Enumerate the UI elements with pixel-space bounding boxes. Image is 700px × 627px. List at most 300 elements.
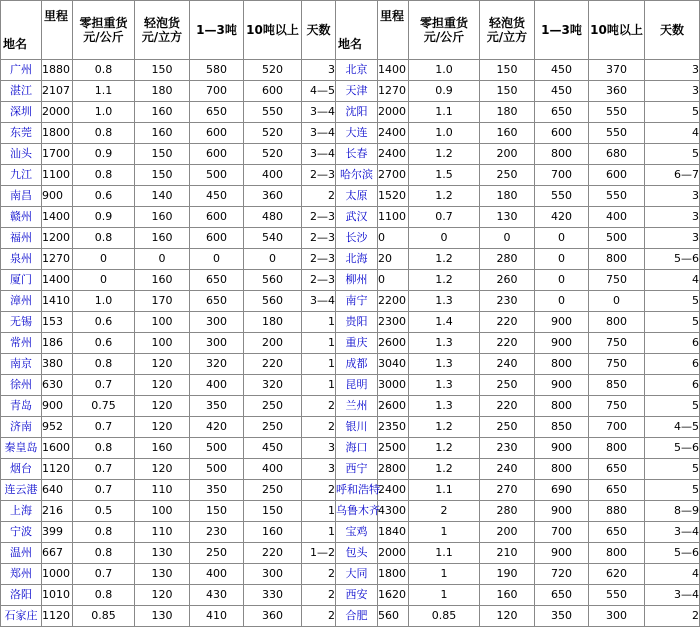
right-mileage-cell: 2000	[378, 543, 409, 564]
right-mileage-cell: 2350	[378, 417, 409, 438]
right-city-link[interactable]: 贵阳	[336, 312, 378, 333]
left-heavy-rate-cell: 0.8	[73, 123, 135, 144]
header-heavy-line2: 元/公斤	[83, 30, 124, 44]
left-city-link[interactable]: 漳州	[1, 291, 42, 312]
right-light-rate-cell: 240	[480, 459, 535, 480]
right-days-cell: 6	[645, 333, 700, 354]
left-city-link[interactable]: 深圳	[1, 102, 42, 123]
left-heavy-rate-cell: 0.7	[73, 480, 135, 501]
left-days-cell: 1—2	[302, 543, 336, 564]
right-light-rate-cell: 150	[480, 81, 535, 102]
left-mileage-cell: 1120	[42, 459, 73, 480]
right-light-rate-cell: 280	[480, 249, 535, 270]
left-days-cell: 2	[302, 186, 336, 207]
right-city-link[interactable]: 乌鲁木齐	[336, 501, 378, 522]
right-rate-10-ton-cell: 650	[589, 522, 645, 543]
right-heavy-rate-cell: 1.3	[409, 396, 480, 417]
left-rate-10-ton-cell: 250	[244, 480, 302, 501]
header-region-right: 地名	[336, 1, 378, 60]
left-mileage-cell: 1400	[42, 207, 73, 228]
right-light-rate-cell: 250	[480, 417, 535, 438]
right-city-link[interactable]: 重庆	[336, 333, 378, 354]
left-heavy-rate-cell: 0.8	[73, 60, 135, 81]
left-rate-1-3-ton-cell: 700	[190, 81, 244, 102]
right-mileage-cell: 3000	[378, 375, 409, 396]
right-city-link[interactable]: 北京	[336, 60, 378, 81]
header-mileage: 里程	[42, 1, 73, 60]
right-light-rate-cell: 180	[480, 186, 535, 207]
right-light-rate-cell: 250	[480, 165, 535, 186]
left-light-rate-cell: 120	[135, 585, 190, 606]
left-mileage-cell: 1200	[42, 228, 73, 249]
right-heavy-rate-cell: 0.9	[409, 81, 480, 102]
left-days-cell: 1	[302, 333, 336, 354]
left-mileage-cell: 640	[42, 480, 73, 501]
left-rate-10-ton-cell: 0	[244, 249, 302, 270]
left-mileage-cell: 1000	[42, 564, 73, 585]
right-city-link[interactable]: 长沙	[336, 228, 378, 249]
right-city-link[interactable]: 武汉	[336, 207, 378, 228]
left-mileage-cell: 1270	[42, 249, 73, 270]
left-heavy-rate-cell: 0.8	[73, 165, 135, 186]
left-days-cell: 3—4	[302, 144, 336, 165]
right-days-cell: 5	[645, 396, 700, 417]
table-row	[1, 186, 700, 207]
left-heavy-rate-cell: 0.7	[73, 459, 135, 480]
left-days-cell: 1	[302, 501, 336, 522]
left-heavy-rate-cell: 0.6	[73, 333, 135, 354]
left-heavy-rate-cell: 0.9	[73, 144, 135, 165]
right-city-link[interactable]: 合肥	[336, 606, 378, 627]
left-rate-10-ton-cell: 540	[244, 228, 302, 249]
left-days-cell: 2—3	[302, 270, 336, 291]
left-city-link[interactable]: 厦门	[1, 270, 42, 291]
left-heavy-rate-cell: 0.8	[73, 543, 135, 564]
right-days-cell: 5	[645, 480, 700, 501]
right-days-cell: 2	[645, 606, 700, 627]
left-days-cell: 3—4	[302, 123, 336, 144]
left-rate-1-3-ton-cell: 650	[190, 102, 244, 123]
left-light-rate-cell: 110	[135, 522, 190, 543]
table-row	[1, 291, 700, 312]
right-heavy-rate-cell: 0	[409, 228, 480, 249]
left-light-rate-cell: 160	[135, 123, 190, 144]
left-heavy-rate-cell: 0.8	[73, 438, 135, 459]
left-city-link[interactable]: 徐州	[1, 375, 42, 396]
left-mileage-cell: 952	[42, 417, 73, 438]
header-mileage-right: 里程	[378, 1, 409, 60]
left-heavy-rate-cell: 0.6	[73, 312, 135, 333]
left-light-rate-cell: 100	[135, 312, 190, 333]
table-row	[1, 354, 700, 375]
right-light-rate-cell: 210	[480, 543, 535, 564]
right-light-rate-cell: 200	[480, 144, 535, 165]
left-heavy-rate-cell: 0.8	[73, 228, 135, 249]
left-rate-10-ton-cell: 520	[244, 123, 302, 144]
header-10-ton: 10吨以上	[244, 1, 302, 60]
left-days-cell: 3—4	[302, 291, 336, 312]
right-rate-10-ton-cell: 800	[589, 312, 645, 333]
table-row	[1, 606, 700, 627]
right-heavy-rate-cell: 1.1	[409, 102, 480, 123]
left-light-rate-cell: 120	[135, 417, 190, 438]
left-city-link[interactable]: 汕头	[1, 144, 42, 165]
left-rate-1-3-ton-cell: 0	[190, 249, 244, 270]
right-rate-10-ton-cell: 750	[589, 396, 645, 417]
left-city-link[interactable]: 连云港	[1, 480, 42, 501]
left-city-link[interactable]: 泉州	[1, 249, 42, 270]
right-city-link[interactable]: 昆明	[336, 375, 378, 396]
right-mileage-cell: 1620	[378, 585, 409, 606]
right-heavy-rate-cell: 1.2	[409, 417, 480, 438]
left-days-cell: 3	[302, 60, 336, 81]
right-rate-1-3-ton-cell: 600	[535, 123, 589, 144]
left-heavy-rate-cell: 0.8	[73, 585, 135, 606]
left-light-rate-cell: 120	[135, 354, 190, 375]
right-heavy-rate-cell: 2	[409, 501, 480, 522]
right-rate-1-3-ton-cell: 800	[535, 459, 589, 480]
table-row	[1, 270, 700, 291]
right-heavy-rate-cell: 1	[409, 522, 480, 543]
left-rate-10-ton-cell: 220	[244, 354, 302, 375]
right-city-link[interactable]: 呼和浩特	[336, 480, 378, 501]
right-rate-1-3-ton-cell: 0	[535, 270, 589, 291]
left-rate-1-3-ton-cell: 300	[190, 312, 244, 333]
left-mileage-cell: 900	[42, 396, 73, 417]
left-city-link[interactable]: 常州	[1, 333, 42, 354]
right-days-cell: 5	[645, 459, 700, 480]
right-mileage-cell: 2600	[378, 333, 409, 354]
left-city-link[interactable]: 南昌	[1, 186, 42, 207]
right-city-link[interactable]: 海口	[336, 438, 378, 459]
right-days-cell: 4	[645, 564, 700, 585]
left-mileage-cell: 1800	[42, 123, 73, 144]
header-heavy-line2-right: 元/公斤	[423, 30, 465, 44]
right-days-cell: 6	[645, 354, 700, 375]
right-city-link[interactable]: 哈尔滨	[336, 165, 378, 186]
right-days-cell: 3	[645, 81, 700, 102]
right-heavy-rate-cell: 1.1	[409, 543, 480, 564]
left-rate-1-3-ton-cell: 400	[190, 564, 244, 585]
right-heavy-rate-cell: 0.7	[409, 207, 480, 228]
left-city-link[interactable]: 九江	[1, 165, 42, 186]
right-heavy-rate-cell: 1	[409, 564, 480, 585]
left-light-rate-cell: 160	[135, 438, 190, 459]
right-city-link[interactable]: 长春	[336, 144, 378, 165]
left-city-link[interactable]: 湛江	[1, 81, 42, 102]
left-days-cell: 1	[302, 354, 336, 375]
right-city-link[interactable]: 西安	[336, 585, 378, 606]
left-days-cell: 1	[302, 522, 336, 543]
left-days-cell: 2	[302, 480, 336, 501]
left-mileage-cell: 1410	[42, 291, 73, 312]
right-light-rate-cell: 150	[480, 60, 535, 81]
left-rate-10-ton-cell: 220	[244, 543, 302, 564]
left-mileage-cell: 216	[42, 501, 73, 522]
right-light-rate-cell: 120	[480, 606, 535, 627]
header-light-line1: 轻泡货	[143, 16, 180, 30]
left-city-link[interactable]: 南京	[1, 354, 42, 375]
right-heavy-rate-cell: 1.1	[409, 480, 480, 501]
right-rate-1-3-ton-cell: 720	[535, 564, 589, 585]
left-city-link[interactable]: 上海	[1, 501, 42, 522]
right-rate-10-ton-cell: 620	[589, 564, 645, 585]
right-light-rate-cell: 280	[480, 501, 535, 522]
header-region: 地名	[1, 1, 42, 60]
left-rate-10-ton-cell: 250	[244, 417, 302, 438]
table-row	[1, 501, 700, 522]
left-city-link[interactable]: 青岛	[1, 396, 42, 417]
header-light-line2: 元/立方	[141, 30, 183, 44]
right-rate-1-3-ton-cell: 350	[535, 606, 589, 627]
left-rate-10-ton-cell: 320	[244, 375, 302, 396]
header-heavy-cargo	[73, 1, 135, 60]
right-rate-1-3-ton-cell: 900	[535, 333, 589, 354]
left-rate-10-ton-cell: 520	[244, 144, 302, 165]
left-heavy-rate-cell: 0.5	[73, 501, 135, 522]
right-days-cell: 4	[645, 123, 700, 144]
right-rate-1-3-ton-cell: 0	[535, 249, 589, 270]
right-mileage-cell: 4300	[378, 501, 409, 522]
left-rate-1-3-ton-cell: 600	[190, 123, 244, 144]
right-heavy-rate-cell: 1.0	[409, 123, 480, 144]
left-rate-10-ton-cell: 250	[244, 396, 302, 417]
table-row	[1, 249, 700, 270]
table-row	[1, 564, 700, 585]
right-mileage-cell: 3040	[378, 354, 409, 375]
left-light-rate-cell: 160	[135, 207, 190, 228]
right-days-cell: 6	[645, 375, 700, 396]
right-rate-10-ton-cell: 300	[589, 606, 645, 627]
left-city-link[interactable]: 洛阳	[1, 585, 42, 606]
right-days-cell: 3	[645, 228, 700, 249]
right-heavy-rate-cell: 1	[409, 585, 480, 606]
right-city-link[interactable]: 天津	[336, 81, 378, 102]
left-days-cell: 2	[302, 417, 336, 438]
right-rate-10-ton-cell: 850	[589, 375, 645, 396]
left-city-link[interactable]: 宁波	[1, 522, 42, 543]
left-rate-10-ton-cell: 160	[244, 522, 302, 543]
left-light-rate-cell: 140	[135, 186, 190, 207]
left-heavy-rate-cell: 0.6	[73, 186, 135, 207]
table-row	[1, 333, 700, 354]
left-rate-1-3-ton-cell: 500	[190, 459, 244, 480]
left-city-link[interactable]: 广州	[1, 60, 42, 81]
right-heavy-rate-cell: 1.3	[409, 375, 480, 396]
left-rate-10-ton-cell: 550	[244, 102, 302, 123]
right-city-link[interactable]: 成都	[336, 354, 378, 375]
table-row	[1, 144, 700, 165]
left-heavy-rate-cell: 0.7	[73, 375, 135, 396]
right-light-rate-cell: 270	[480, 480, 535, 501]
left-light-rate-cell: 110	[135, 480, 190, 501]
left-mileage-cell: 1100	[42, 165, 73, 186]
right-rate-10-ton-cell: 500	[589, 228, 645, 249]
left-rate-1-3-ton-cell: 300	[190, 333, 244, 354]
right-rate-10-ton-cell: 650	[589, 459, 645, 480]
left-days-cell: 4—5	[302, 81, 336, 102]
right-mileage-cell: 560	[378, 606, 409, 627]
right-rate-10-ton-cell: 750	[589, 354, 645, 375]
left-light-rate-cell: 160	[135, 102, 190, 123]
right-rate-1-3-ton-cell: 700	[535, 522, 589, 543]
right-rate-10-ton-cell: 550	[589, 123, 645, 144]
right-days-cell: 8—9	[645, 501, 700, 522]
left-mileage-cell: 1600	[42, 438, 73, 459]
right-rate-1-3-ton-cell: 900	[535, 501, 589, 522]
left-city-link[interactable]: 济南	[1, 417, 42, 438]
right-city-link[interactable]: 北海	[336, 249, 378, 270]
right-light-rate-cell: 260	[480, 270, 535, 291]
right-days-cell: 5—6	[645, 438, 700, 459]
right-rate-10-ton-cell: 680	[589, 144, 645, 165]
right-city-link[interactable]: 大连	[336, 123, 378, 144]
left-mileage-cell: 630	[42, 375, 73, 396]
right-mileage-cell: 1400	[378, 60, 409, 81]
left-heavy-rate-cell: 0.7	[73, 564, 135, 585]
left-city-link[interactable]: 石家庄	[1, 606, 42, 627]
left-city-link[interactable]: 东莞	[1, 123, 42, 144]
header-heavy-line1-right: 零担重货	[419, 16, 468, 30]
right-mileage-cell: 20	[378, 249, 409, 270]
right-city-link[interactable]: 兰州	[336, 396, 378, 417]
right-rate-10-ton-cell: 800	[589, 543, 645, 564]
left-rate-10-ton-cell: 360	[244, 606, 302, 627]
right-rate-1-3-ton-cell: 650	[535, 585, 589, 606]
right-mileage-cell: 2400	[378, 123, 409, 144]
table-row	[1, 417, 700, 438]
left-rate-1-3-ton-cell: 600	[190, 144, 244, 165]
right-light-rate-cell: 160	[480, 585, 535, 606]
header-heavy-line1: 零担重货	[79, 16, 128, 30]
left-rate-10-ton-cell: 300	[244, 564, 302, 585]
right-mileage-cell: 1800	[378, 564, 409, 585]
right-city-link[interactable]: 大同	[336, 564, 378, 585]
right-light-rate-cell: 180	[480, 102, 535, 123]
right-heavy-rate-cell: 1.4	[409, 312, 480, 333]
left-rate-1-3-ton-cell: 580	[190, 60, 244, 81]
right-days-cell: 3—4	[645, 585, 700, 606]
table-row	[1, 522, 700, 543]
left-heavy-rate-cell: 0.9	[73, 207, 135, 228]
header-1-3-ton-right: 1—3吨	[535, 1, 589, 60]
left-rate-1-3-ton-cell: 350	[190, 480, 244, 501]
left-mileage-cell: 1010	[42, 585, 73, 606]
right-city-link[interactable]: 西宁	[336, 459, 378, 480]
right-mileage-cell: 2700	[378, 165, 409, 186]
left-rate-10-ton-cell: 400	[244, 459, 302, 480]
left-light-rate-cell: 150	[135, 60, 190, 81]
left-rate-1-3-ton-cell: 650	[190, 291, 244, 312]
left-city-link[interactable]: 秦皇岛	[1, 438, 42, 459]
header-days: 天数	[302, 1, 336, 60]
left-rate-1-3-ton-cell: 230	[190, 522, 244, 543]
right-days-cell: 3	[645, 207, 700, 228]
right-city-link[interactable]: 宝鸡	[336, 522, 378, 543]
left-rate-10-ton-cell: 600	[244, 81, 302, 102]
right-rate-1-3-ton-cell: 0	[535, 291, 589, 312]
right-light-rate-cell: 200	[480, 522, 535, 543]
right-light-rate-cell: 250	[480, 375, 535, 396]
left-days-cell: 2—3	[302, 207, 336, 228]
left-mileage-cell: 1700	[42, 144, 73, 165]
left-city-link[interactable]: 赣州	[1, 207, 42, 228]
left-light-rate-cell: 170	[135, 291, 190, 312]
left-light-rate-cell: 0	[135, 249, 190, 270]
left-city-link[interactable]: 无锡	[1, 312, 42, 333]
right-light-rate-cell: 230	[480, 438, 535, 459]
right-rate-1-3-ton-cell: 690	[535, 480, 589, 501]
left-days-cell: 2—3	[302, 165, 336, 186]
right-days-cell: 4	[645, 270, 700, 291]
left-rate-10-ton-cell: 330	[244, 585, 302, 606]
right-city-link[interactable]: 沈阳	[336, 102, 378, 123]
right-city-link[interactable]: 南宁	[336, 291, 378, 312]
left-city-link[interactable]: 温州	[1, 543, 42, 564]
right-mileage-cell: 2600	[378, 396, 409, 417]
left-light-rate-cell: 100	[135, 333, 190, 354]
left-rate-1-3-ton-cell: 600	[190, 228, 244, 249]
right-city-link[interactable]: 柳州	[336, 270, 378, 291]
left-mileage-cell: 1880	[42, 60, 73, 81]
left-light-rate-cell: 100	[135, 501, 190, 522]
right-heavy-rate-cell: 0.85	[409, 606, 480, 627]
table-row	[1, 459, 700, 480]
left-rate-1-3-ton-cell: 410	[190, 606, 244, 627]
left-city-link[interactable]: 郑州	[1, 564, 42, 585]
table-row	[1, 375, 700, 396]
right-rate-10-ton-cell: 400	[589, 207, 645, 228]
right-rate-10-ton-cell: 550	[589, 102, 645, 123]
right-mileage-cell: 2400	[378, 144, 409, 165]
right-heavy-rate-cell: 1.2	[409, 270, 480, 291]
right-rate-10-ton-cell: 0	[589, 291, 645, 312]
left-light-rate-cell: 130	[135, 564, 190, 585]
left-heavy-rate-cell: 0.75	[73, 396, 135, 417]
left-light-rate-cell: 160	[135, 270, 190, 291]
left-city-link[interactable]: 烟台	[1, 459, 42, 480]
right-mileage-cell: 2800	[378, 459, 409, 480]
table-row	[1, 585, 700, 606]
left-rate-10-ton-cell: 360	[244, 186, 302, 207]
left-days-cell: 3	[302, 459, 336, 480]
right-city-link[interactable]: 包头	[336, 543, 378, 564]
right-days-cell: 6—7	[645, 165, 700, 186]
right-heavy-rate-cell: 1.2	[409, 249, 480, 270]
left-city-link[interactable]: 福州	[1, 228, 42, 249]
table-row	[1, 81, 700, 102]
left-heavy-rate-cell: 0.85	[73, 606, 135, 627]
left-rate-1-3-ton-cell: 450	[190, 186, 244, 207]
right-mileage-cell: 2300	[378, 312, 409, 333]
header-light-cargo	[135, 1, 190, 60]
right-city-link[interactable]: 银川	[336, 417, 378, 438]
table-row	[1, 60, 700, 81]
left-rate-1-3-ton-cell: 420	[190, 417, 244, 438]
right-rate-1-3-ton-cell: 450	[535, 81, 589, 102]
left-rate-1-3-ton-cell: 350	[190, 396, 244, 417]
right-city-link[interactable]: 太原	[336, 186, 378, 207]
left-mileage-cell: 380	[42, 354, 73, 375]
right-days-cell: 5	[645, 312, 700, 333]
left-rate-10-ton-cell: 480	[244, 207, 302, 228]
left-days-cell: 2	[302, 396, 336, 417]
right-days-cell: 5—6	[645, 249, 700, 270]
table-row	[1, 165, 700, 186]
left-light-rate-cell: 150	[135, 165, 190, 186]
left-days-cell: 2	[302, 564, 336, 585]
left-days-cell: 2	[302, 606, 336, 627]
